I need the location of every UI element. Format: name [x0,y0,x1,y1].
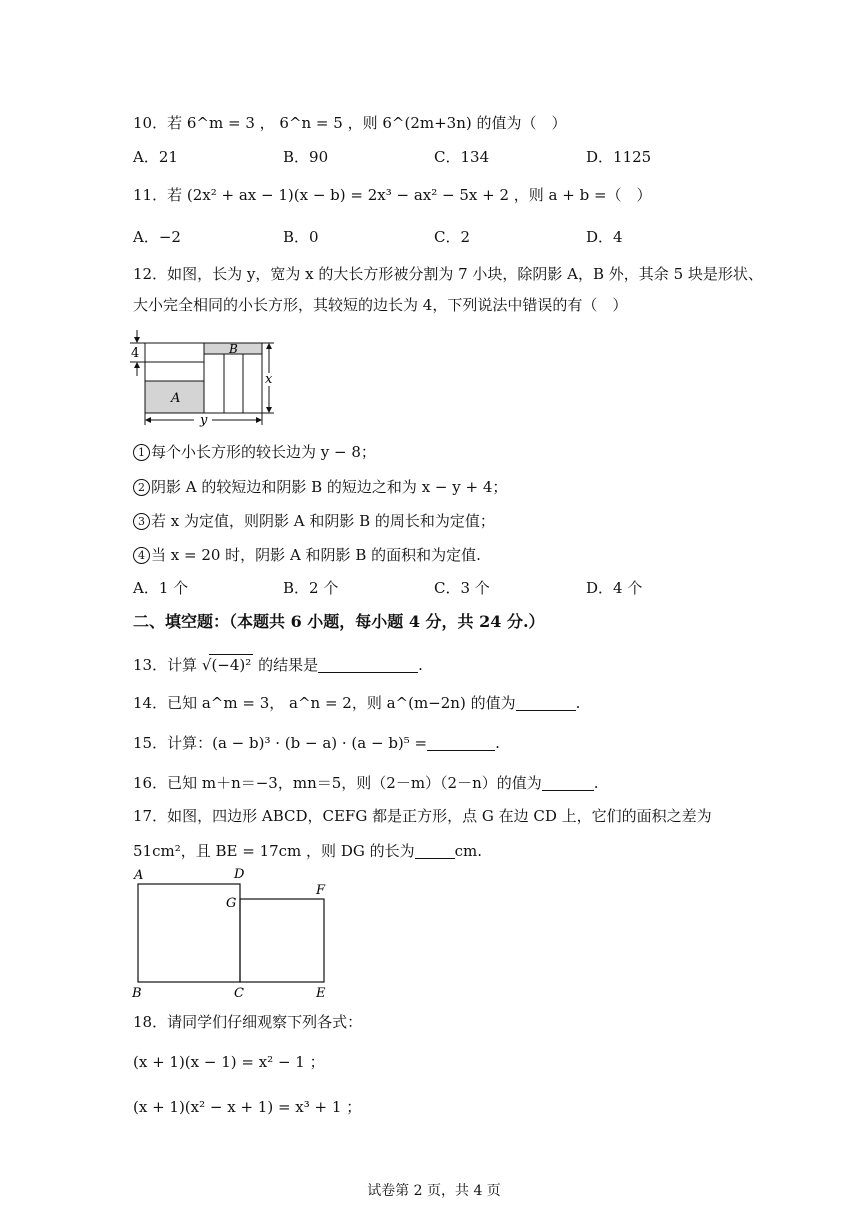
q10-option-d: D．1125 [586,148,652,166]
q11-option-d: D．4 [586,228,623,246]
q17-answer-blank[interactable] [415,844,455,859]
q17-line1: 17．如图，四边形 ABCD，CEFG 都是正方形，点 G 在边 CD 上，它们的面积之差为 [133,807,712,825]
label-x: x [265,372,273,387]
q18-intro: 18．请同学们仔细观察下列各式： [133,1013,363,1031]
question-16 [133,773,599,793]
vertex-c: C [234,986,244,1001]
q17-squares-figure [128,864,338,1002]
q11-option-c: C．2 [434,228,471,246]
q12-rectangle-figure [128,328,278,430]
q17-text: 51cm²，且 BE = 17cm ，则 DG 的长为 [133,842,415,860]
q13-answer-blank[interactable] [318,658,418,673]
mark-circle-3: 3 [133,513,150,530]
q11-number: 11．若 [133,186,183,204]
statement-text: 当 x = 20 时，阴影 A 和阴影 B 的面积和为定值. [151,546,481,564]
q15-answer-blank[interactable] [427,736,495,751]
sqrt-sign: √ [201,656,212,674]
page-footer: 试卷第 2 页，共 4 页 [367,1183,501,1199]
q12-option-c: C．3 个 [434,579,490,597]
q10-option-b: B．90 [283,148,329,166]
q16-text: 16．已知 m＋n＝−3，mn＝5，则（2－m）（2－n）的值为 [133,774,542,792]
q18-equation-1: (x + 1)(x − 1) = x² − 1 ； [133,1053,325,1071]
q12-option-d: D．4 个 [586,579,643,597]
q12-statement-1 [133,442,376,462]
q16-end: . [593,774,599,792]
q11-option-b: B．0 [283,228,319,246]
statement-text: 若 x 为定值，则阴影 A 和阴影 B 的周长和为定值； [151,512,495,530]
question-10 [133,113,566,133]
q10-number: 10．若 [133,114,183,132]
label-b: B [229,342,238,356]
q14-text: 14．已知 a^m = 3， a^n = 2，则 a^(m−2n) 的值为 [133,694,516,712]
q12-option-b: B．2 个 [283,579,339,597]
label-y: y [200,413,208,428]
label-a: A [171,391,181,406]
q12-statement-4 [133,545,481,565]
label-four: 4 [131,346,140,361]
q12-statement-2 [133,477,507,497]
q13-radicand: (−4)² [211,656,252,674]
statement-text: 阴影 A 的较短边和阴影 B 的短边之和为 x − y + 4； [151,478,508,496]
question-13 [133,654,423,675]
mark-circle-2: 2 [133,479,150,496]
q15-text: 15．计算：(a − b)³ · (b − a) · (a − b)⁵ = [133,734,428,752]
q18-equation-2: (x + 1)(x² − x + 1) = x³ + 1 ； [133,1098,362,1116]
vertex-b: B [132,986,142,1001]
vertex-a: A [134,868,144,883]
question-15 [133,733,500,753]
mark-circle-1: 1 [133,444,150,461]
q11-option-a: A．−2 [133,228,181,246]
mark-circle-4: 4 [133,547,150,564]
q10-option-a: A．21 [133,148,178,166]
q12-option-a: A．1 个 [133,579,189,597]
q17-line2 [133,841,482,861]
q13-suffix: 的结果是 [258,656,319,674]
q14-end: . [575,694,581,712]
q15-end: . [495,734,500,752]
section-2-heading: 二、填空题：（本题共 6 小题，每小题 4 分，共 24 分.） [133,612,545,631]
question-14 [133,693,580,713]
vertex-f: F [316,883,326,898]
vertex-g: G [226,896,237,911]
q14-answer-blank[interactable] [516,696,576,711]
q12-line2: 大小完全相同的小长方形，其较短的边长为 4，下列说法中错误的有（ ） [133,296,628,314]
vertex-d: D [234,867,245,882]
q10-expression: 6^m = 3 ， 6^n = 5 ，则 6^(2m+3n) 的值为（ ） [186,114,567,132]
q10-option-c: C．134 [434,148,490,166]
q16-answer-blank[interactable] [542,776,594,791]
q11-expression: (2x² + ax − 1)(x − b) = 2x³ − ax² − 5x + 2 ，则 a + b =（ ） [186,186,652,204]
q17-unit: cm. [454,842,483,860]
q12-statement-3 [133,511,495,531]
q13-prefix: 13．计算 [133,656,198,674]
statement-text: 每个小长方形的较长边为 y − 8； [151,443,376,461]
vertex-e: E [316,986,326,1001]
q13-end: . [418,656,423,674]
q12-line1: 12．如图，长为 y，宽为 x 的大长方形被分割为 7 小块，除阴影 A，B 外，其余 5 块是形状、 [133,265,763,283]
question-11 [133,185,652,205]
